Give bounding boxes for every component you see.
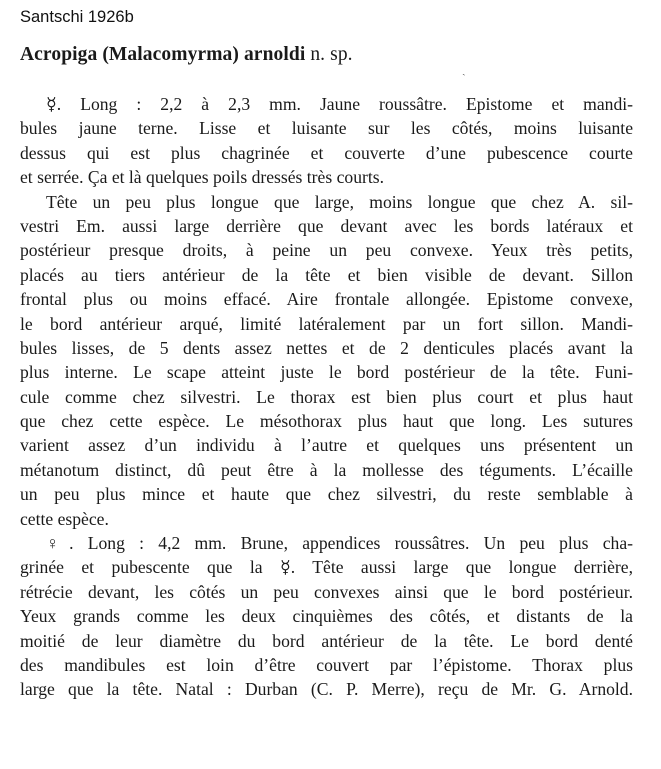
text-line: cette espèce.	[20, 508, 109, 529]
paragraph-worker	[20, 92, 633, 190]
text-line: varient assez d’un individu à l’autre et quelques uns présentent un	[20, 435, 633, 456]
text-line: large que la tête. Natal : Durban (C. P. Merre), reçu de Mr. G. Arnold.	[20, 679, 633, 700]
text-line: frontal plus ou moins effacé. Aire frontale allongée. Epistome convexe,	[20, 289, 633, 310]
text-line: dessus qui est plus chagrinée et couverte d’une pubescence courte	[20, 142, 633, 163]
text-line: bules lisses, de 5 dents assez nettes et de 2 denticules placés avant la	[20, 337, 633, 358]
text-line: Tête un peu plus longue que large, moins longue que chez A. sil-	[46, 191, 633, 212]
text-line: des mandibules est loin d’être couvert par l’épistome. Thorax plus	[20, 654, 633, 675]
species-title	[20, 44, 353, 66]
text-line: métanotum distinct, dû peut être à la mollesse des téguments. L’écaille	[20, 459, 633, 480]
stray-mark: ˎ	[462, 64, 466, 76]
text-line: cule comme chez silvestri. Le thorax est bien plus court et plus haut	[20, 386, 633, 407]
text-line: un peu plus mince et haute que chez silvestri, du reste semblable à	[20, 484, 633, 505]
paragraph-head	[20, 190, 633, 531]
text-line: le bord antérieur arqué, limité latéralement par un fort sillon. Mandi-	[20, 313, 633, 334]
text-line: bules jaune terne. Lisse et luisante sur les côtés, moins luisante	[20, 118, 633, 139]
text-line: postérieur presque droits, à peine un peu convexe. Yeux très petits,	[20, 240, 633, 261]
text-line: vestri Em. aussi large derrière que devant avec les bords latéraux et	[20, 215, 633, 236]
text-line: grinée et pubescente que la ☿. Tête aussi large que longue derrière,	[20, 557, 633, 578]
description-body	[20, 92, 633, 702]
paragraph-queen	[20, 531, 633, 702]
text-line: que chez cette espèce. Le mésothorax plus haut que long. Les sutures	[20, 411, 633, 432]
text-line: Yeux grands comme les deux cinquièmes des côtés, et distants de la	[20, 606, 633, 627]
text-line: moitié de leur diamètre du bord antérieur de la tête. Le bord denté	[20, 630, 633, 651]
text-line: plus interne. Le scape atteint juste le bord postérieur de la tête. Funi-	[20, 362, 633, 383]
text-line: et serrée. Ça et là quelques poils dressés très courts.	[20, 167, 384, 188]
new-species-label: n. sp.	[310, 44, 353, 65]
citation-reference: Santschi 1926b	[20, 8, 134, 26]
text-line: ☿. Long : 2,2 à 2,3 mm. Jaune roussâtre. Epistome et mandi-	[46, 94, 633, 114]
text-line: ♀. Long : 4,2 mm. Brune, appendices roussâtres. Un peu plus cha-	[46, 533, 633, 554]
species-name: Acropiga (Malacomyrma) arnoldi	[20, 44, 306, 65]
text-line: rétrécie devant, les côtés un peu convexes ainsi que le bord postérieur.	[20, 581, 633, 602]
text-line: placés au tiers antérieur de la tête et bien visible de devant. Sillon	[20, 264, 633, 285]
